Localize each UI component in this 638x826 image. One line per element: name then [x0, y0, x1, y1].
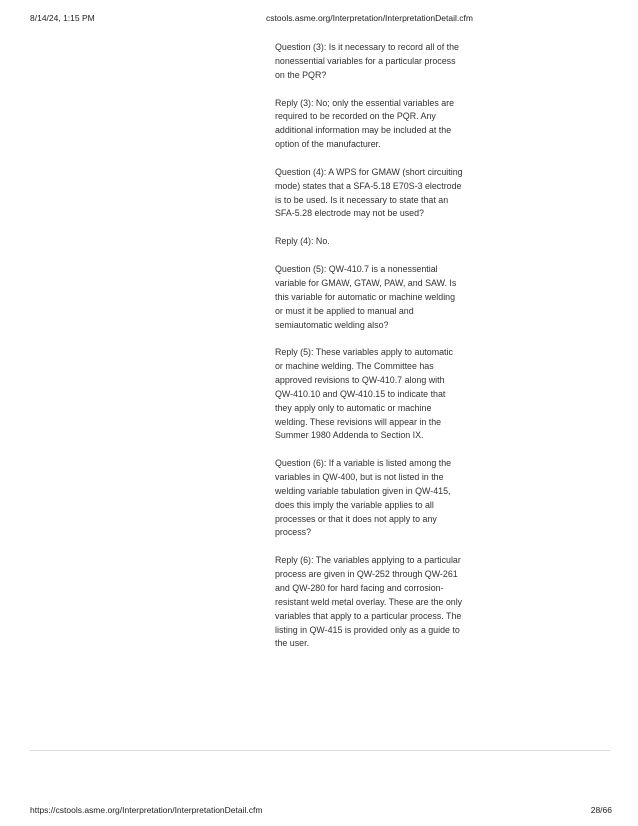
question-3: Question (3): Is it necessary to record all of the nonessential variables for a particular process on the PQR?: [275, 42, 459, 80]
print-header-datetime: 8/14/24, 1:15 PM: [30, 13, 95, 23]
print-header-title: cstools.asme.org/Interpretation/InterpretationDetail.cfm: [266, 13, 473, 23]
reply-6: Reply (6): The variables applying to a particular process are given in QW-252 through QW-261 and QW-280 for hard facing and corrosion-resistant weld metal overlay. These are the only variables that apply to a particular process. The listing in QW-415 is provided only as a guide to the user.: [275, 555, 463, 649]
reply-5: Reply (5): These variables apply to automatic or machine welding. The Committee has approved revisions to QW-410.7 along with QW-410.10 and QW-410.15 to indicate that they apply only to automatic or machine welding. These revisions will appear in the Summer 1980 Addenda to Section IX.: [275, 347, 453, 441]
reply-3: Reply (3): No; only the essential variables are required to be recorded on the PQR. Any additional information may be included at the option of the manufacturer.: [275, 97, 455, 150]
interpretation-content: [275, 41, 463, 665]
question-4: Question (4): A WPS for GMAW (short circuiting mode) states that a SFA-5.18 E70S-3 electrode is to be used. Is it necessary to state that an SFA-5.28 electrode may not be used?: [275, 166, 463, 219]
print-footer-page-number: 28/66: [590, 805, 612, 815]
question-5: Question (5): QW-410.7 is a nonessential variable for GMAW, GTAW, PAW, and SAW. Is this variable for automatic or machine welding or must it be applied to manual and semiautomatic welding also?: [275, 264, 457, 330]
reply-4: Reply (4): No.: [275, 236, 330, 247]
page-divider: [30, 750, 610, 751]
question-6: Question (6): If a variable is listed among the variables in QW-400, but is not listed in the welding variable tabulation given in QW-415, does this imply the variable applies to all processes or that it does not apply to any process?: [275, 458, 452, 538]
print-footer-url: https://cstools.asme.org/Interpretation/InterpretationDetail.cfm: [30, 805, 263, 815]
